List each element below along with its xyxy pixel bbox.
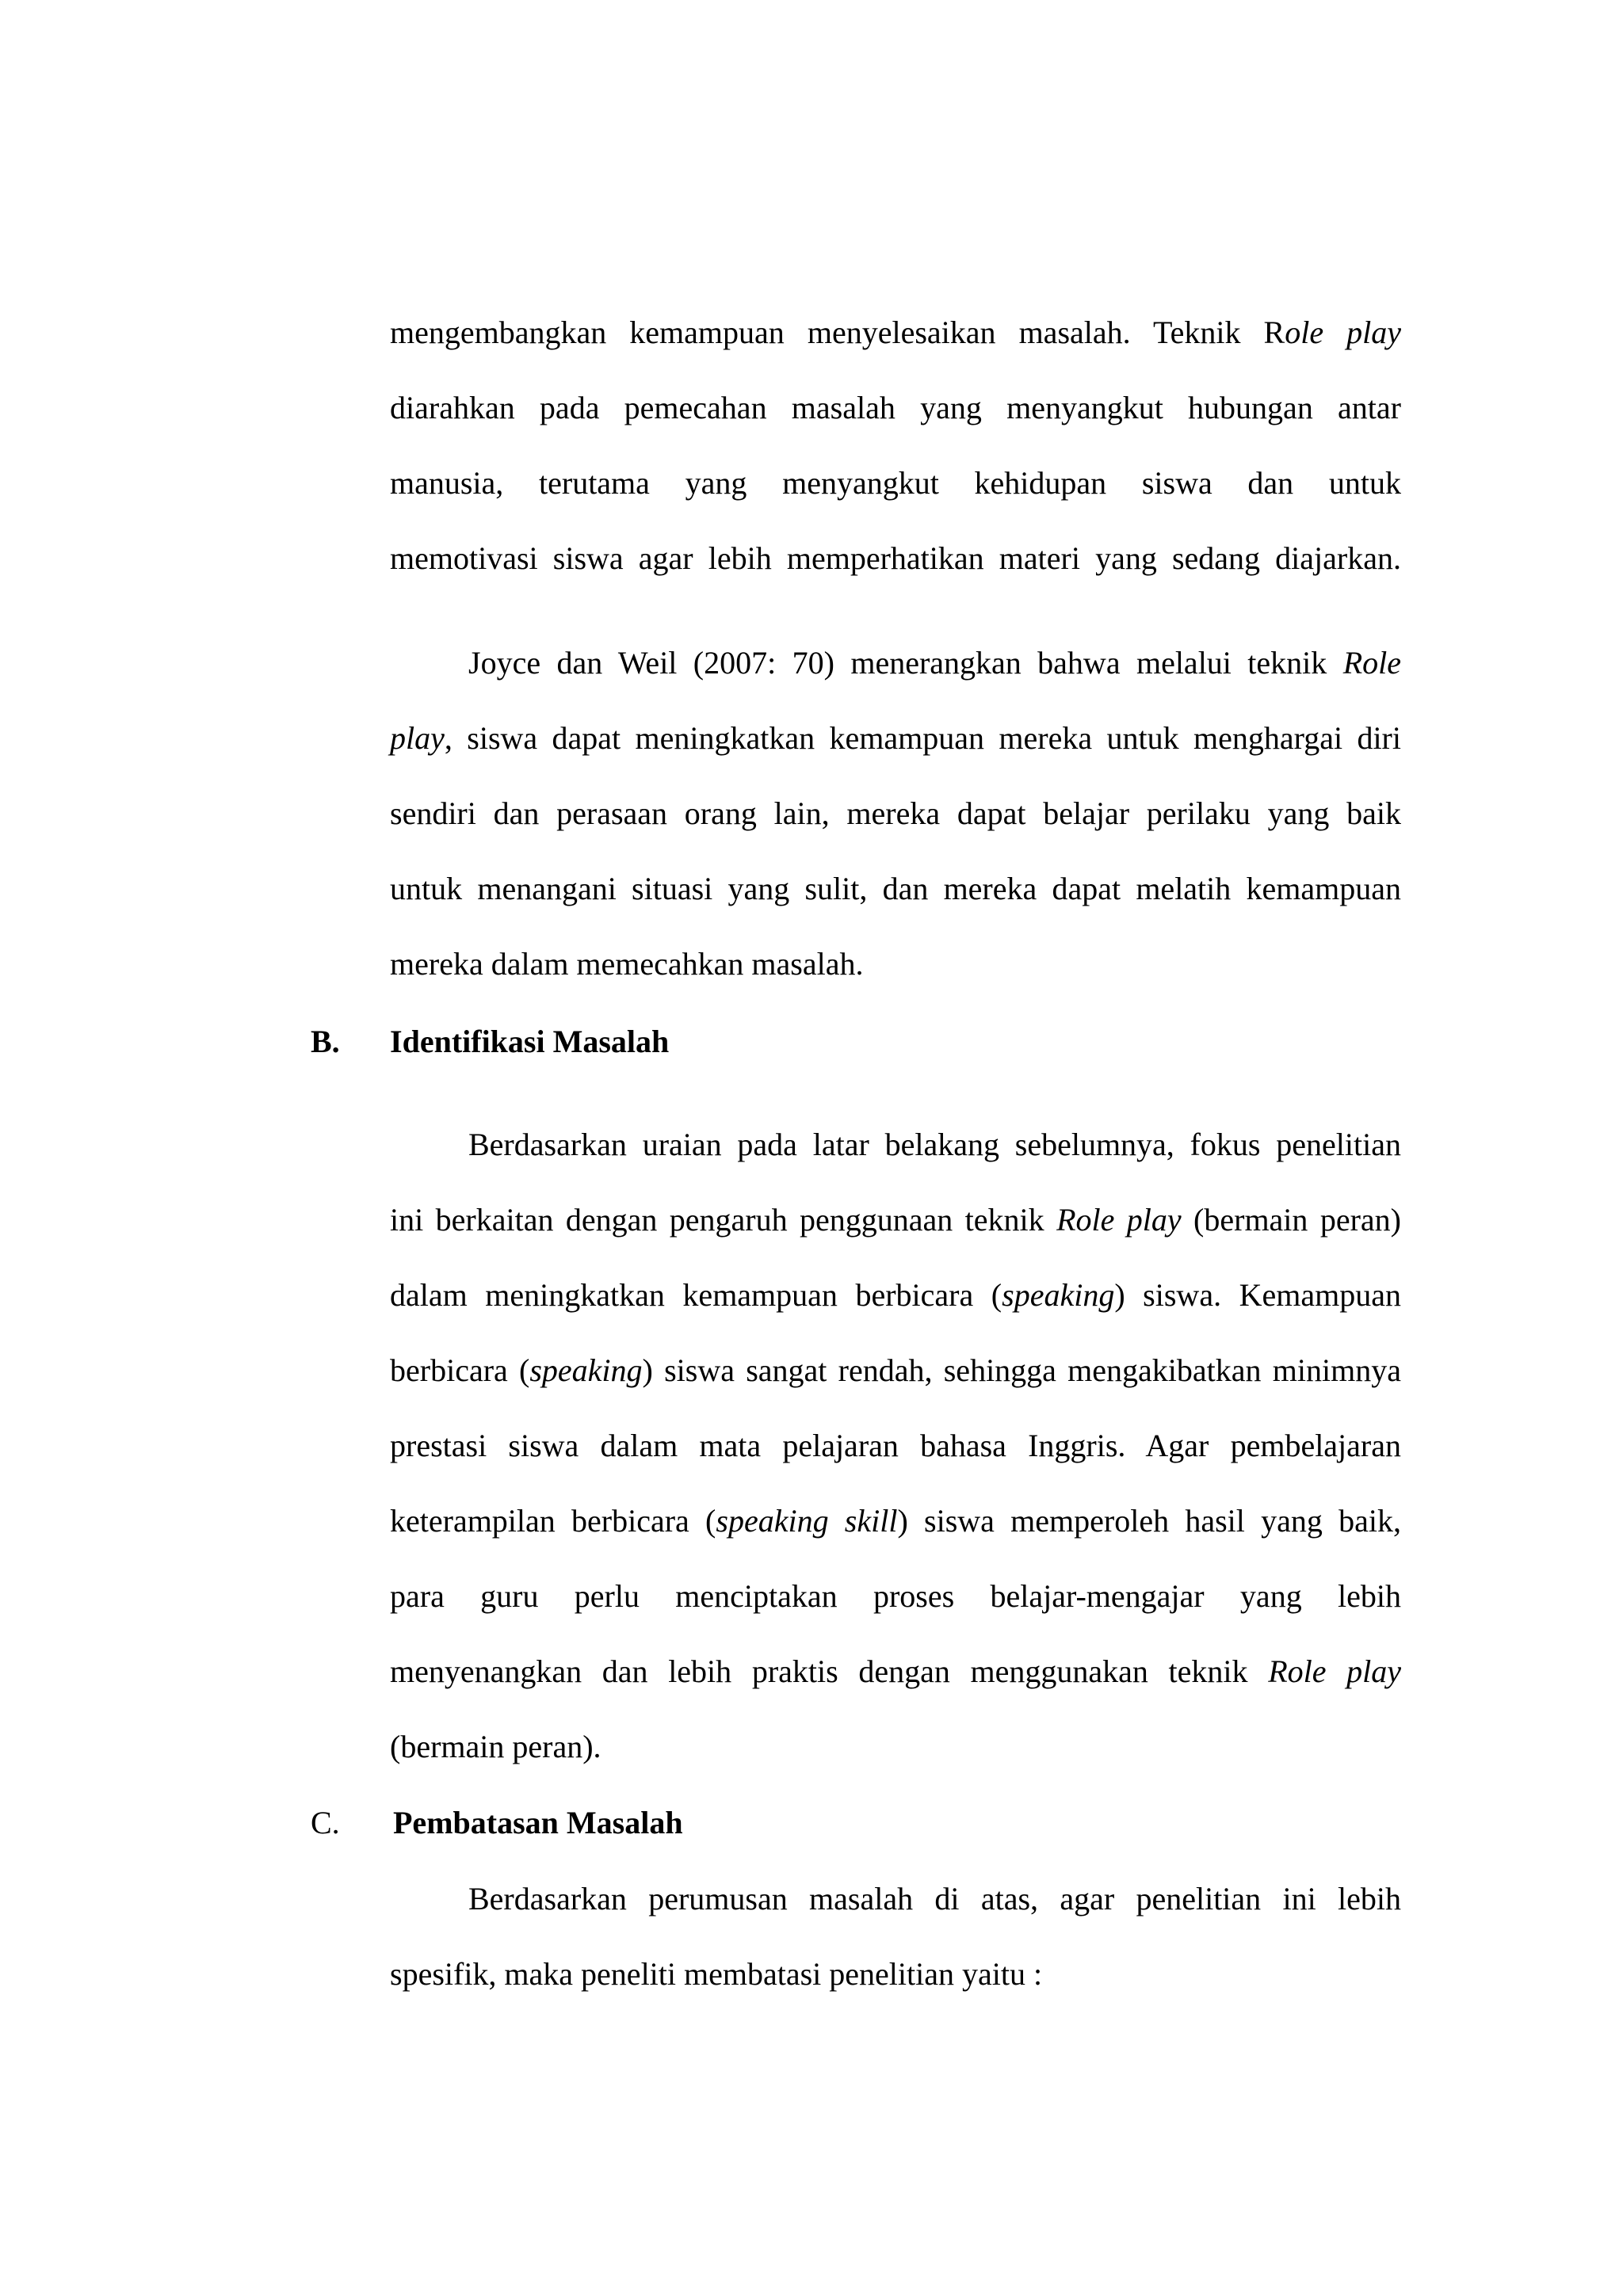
paragraph-2-line-2: play, siswa dapat meningkatkan kemampuan mereka untuk menghargai diri (390, 720, 1401, 756)
section-c-line-1: Berdasarkan perumusan masalah di atas, agar penelitian ini lebih (468, 1881, 1401, 1917)
section-b-line-4: berbicara (speaking) siswa sangat rendah, sehingga mengakibatkan minimnya (390, 1352, 1401, 1388)
section-b-line-6: keterampilan berbicara (speaking skill) siswa memperoleh hasil yang baik, (390, 1503, 1401, 1539)
paragraph-1-line-4: memotivasi siswa agar lebih memperhatikan materi yang sedang diajarkan. (390, 540, 1401, 576)
paragraph-1-line-3: manusia, terutama yang menyangkut kehidupan siswa dan untuk (390, 465, 1401, 501)
section-b-line-2: ini berkaitan dengan pengaruh penggunaan teknik Role play (bermain peran) (390, 1202, 1401, 1238)
paragraph-2-line-5: mereka dalam memecahkan masalah. (390, 946, 864, 982)
section-c-title: Pembatasan Masalah (393, 1805, 683, 1840)
section-b-line-9: (bermain peran). (390, 1729, 601, 1764)
paragraph-1-line-2: diarahkan pada pemecahan masalah yang menyangkut hubungan antar (390, 390, 1401, 425)
section-c-letter: C. (311, 1805, 340, 1840)
section-b-line-8: menyenangkan dan lebih praktis dengan menggunakan teknik Role play (390, 1653, 1402, 1689)
section-b-letter: B. (311, 1024, 340, 1059)
section-b-line-3: dalam meningkatkan kemampuan berbicara (speaking) siswa. Kemampuan (390, 1277, 1401, 1313)
paragraph-1-line-1: mengembangkan kemampuan menyelesaikan masalah. Teknik Role play (390, 315, 1401, 350)
paragraph-2-line-3: sendiri dan perasaan orang lain, mereka dapat belajar perilaku yang baik (390, 795, 1401, 831)
paragraph-2-line-4: untuk menangani situasi yang sulit, dan mereka dapat melatih kemampuan (390, 871, 1401, 906)
section-c-line-2: spesifik, maka peneliti membatasi penelitian yaitu : (390, 1956, 1043, 1992)
section-b-line-1: Berdasarkan uraian pada latar belakang sebelumnya, fokus penelitian (468, 1127, 1401, 1162)
section-b-line-5: prestasi siswa dalam mata pelajaran bahasa Inggris. Agar pembelajaran (390, 1428, 1401, 1463)
section-b-line-7: para guru perlu menciptakan proses belajar-mengajar yang lebih (390, 1578, 1401, 1614)
paragraph-2-line-1: Joyce dan Weil (2007: 70) menerangkan bahwa melalui teknik Role (468, 645, 1401, 681)
section-b-title: Identifikasi Masalah (390, 1024, 670, 1059)
